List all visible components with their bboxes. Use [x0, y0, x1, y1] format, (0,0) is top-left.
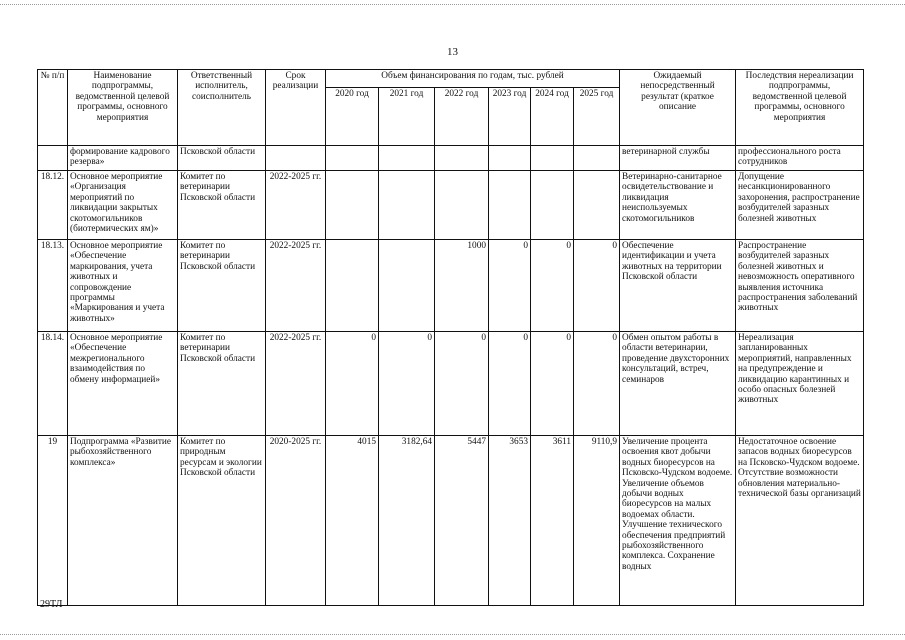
- row-consequences: Недостаточное освоение запасов водных биоресурсов на Псковско-Чудском водоеме. Отсутствие возможности обновления материально-технической базы организаций: [736, 436, 864, 606]
- row-result: Обмен опытом работы в области ветеринарии, проведение двухсторонних консультаций, встреч, семинаров: [620, 332, 736, 436]
- row-executor: Комитет по ветеринарии Псковской области: [178, 240, 266, 332]
- row-value-2022: 0: [435, 332, 489, 436]
- row-value-2022: 5447: [435, 436, 489, 606]
- row-consequences: Допущение несанкционированного захоронения, распространение возбудителей заразных болезней животных: [736, 171, 864, 240]
- row-value-2025: [574, 146, 620, 171]
- row-value-2020: 4015: [326, 436, 379, 606]
- row-term: [266, 146, 326, 171]
- row-value-2023: 0: [489, 240, 531, 332]
- header-year: 2020 год: [326, 88, 379, 146]
- row-num: 18.13.: [38, 240, 68, 332]
- row-num: 18.12.: [38, 171, 68, 240]
- row-consequences: Распространение возбудителей заразных болезней животных и невозможность оперативного выявления источника распространения заболеваний животных: [736, 240, 864, 332]
- row-value-2021: 3182,64: [379, 436, 435, 606]
- row-num: [38, 146, 68, 171]
- header-year: 2025 год: [574, 88, 620, 146]
- row-value-2020: 0: [326, 332, 379, 436]
- table-row: [38, 332, 864, 436]
- row-result: Обеспечение идентификации и учета животных на территории Псковской области: [620, 240, 736, 332]
- row-value-2021: 0: [379, 332, 435, 436]
- row-value-2025: 9110,9: [574, 436, 620, 606]
- row-name: Основное мероприятие «Организация мероприятий по ликвидации закрытых скотомогильников (биотермических ям)»: [68, 171, 178, 240]
- row-name: формирование кадрового резерва»: [68, 146, 178, 171]
- row-value-2021: [379, 146, 435, 171]
- row-executor: Комитет по ветеринарии Псковской области: [178, 171, 266, 240]
- row-value-2023: [489, 146, 531, 171]
- row-value-2024: [531, 171, 574, 240]
- row-value-2025: 0: [574, 332, 620, 436]
- header-term: Срок реализации: [266, 70, 326, 146]
- row-executor: Комитет по природным ресурсам и экологии Псковской области: [178, 436, 266, 606]
- row-value-2022: [435, 146, 489, 171]
- row-result: Увеличение процента освоения квот добычи водных биоресурсов на Псковско-Чудском водоеме. Увеличение объемов добычи водных биоресурсов на малых водоемах области. Улучшение технического обеспечения предприятий рыбохозяйственного комплекса. Сохранение водных: [620, 436, 736, 606]
- header-year: 2022 год: [435, 88, 489, 146]
- row-name: Основное мероприятие «Обеспечение маркирования, учета животных и сопровождение программы «Маркирования и учета животных»: [68, 240, 178, 332]
- row-value-2022: 1000: [435, 240, 489, 332]
- funding-table: [37, 69, 864, 606]
- row-value-2020: [326, 240, 379, 332]
- header-consequences: Последствия нереализации подпрограммы, ведомственной целевой программы, основного мероприятия: [736, 70, 864, 146]
- footer-code: 29ТЛ: [40, 599, 63, 610]
- table-row: [38, 171, 864, 240]
- row-value-2023: 3653: [489, 436, 531, 606]
- row-executor: Псковской области: [178, 146, 266, 171]
- header-num: № п/п: [38, 70, 68, 146]
- row-value-2024: 3611: [531, 436, 574, 606]
- row-result: ветеринарной службы: [620, 146, 736, 171]
- header-row: [38, 70, 864, 88]
- header-executor: Ответственный исполнитель, соисполнитель: [178, 70, 266, 146]
- table-row: [38, 146, 864, 171]
- row-value-2022: [435, 171, 489, 240]
- table-row: [38, 436, 864, 606]
- header-name: Наименование подпрограммы, ведомственной целевой программы, основного мероприятия: [68, 70, 178, 146]
- row-value-2025: [574, 171, 620, 240]
- row-value-2020: [326, 146, 379, 171]
- header-funding: Объем финансирования по годам, тыс. рублей: [326, 70, 620, 88]
- row-name: Подпрограмма «Развитие рыбохозяйственного комплекса»: [68, 436, 178, 606]
- row-executor: Комитет по ветеринарии Псковской области: [178, 332, 266, 436]
- scan-edge-bottom: [0, 634, 905, 635]
- row-value-2023: 0: [489, 332, 531, 436]
- row-value-2024: [531, 146, 574, 171]
- row-num: 19: [38, 436, 68, 606]
- row-consequences: Нереализация запланированных мероприятий, направленных на предупреждение и ликвидацию карантинных и особо опасных болезней животных: [736, 332, 864, 436]
- row-value-2024: 0: [531, 332, 574, 436]
- row-term: 2020-2025 гг.: [266, 436, 326, 606]
- row-value-2020: [326, 171, 379, 240]
- row-value-2021: [379, 240, 435, 332]
- table-row: [38, 240, 864, 332]
- row-num: 18.14.: [38, 332, 68, 436]
- header-year: 2024 год: [531, 88, 574, 146]
- row-term: 2022-2025 гг.: [266, 332, 326, 436]
- page-number: 13: [447, 46, 458, 58]
- header-result: Ожидаемый непосредственный результат (краткое описание: [620, 70, 736, 146]
- row-term: 2022-2025 гг.: [266, 240, 326, 332]
- header-year: 2021 год: [379, 88, 435, 146]
- row-value-2021: [379, 171, 435, 240]
- scan-edge-top: [0, 4, 905, 5]
- row-value-2023: [489, 171, 531, 240]
- header-year: 2023 год: [489, 88, 531, 146]
- row-value-2025: 0: [574, 240, 620, 332]
- row-name: Основное мероприятие «Обеспечение межрегионального взаимодействия по обмену информацией»: [68, 332, 178, 436]
- row-term: 2022-2025 гг.: [266, 171, 326, 240]
- row-result: Ветеринарно-санитарное освидетельствование и ликвидация неиспользуемых скотомогильников: [620, 171, 736, 240]
- row-consequences: профессионального роста сотрудников: [736, 146, 864, 171]
- row-value-2024: 0: [531, 240, 574, 332]
